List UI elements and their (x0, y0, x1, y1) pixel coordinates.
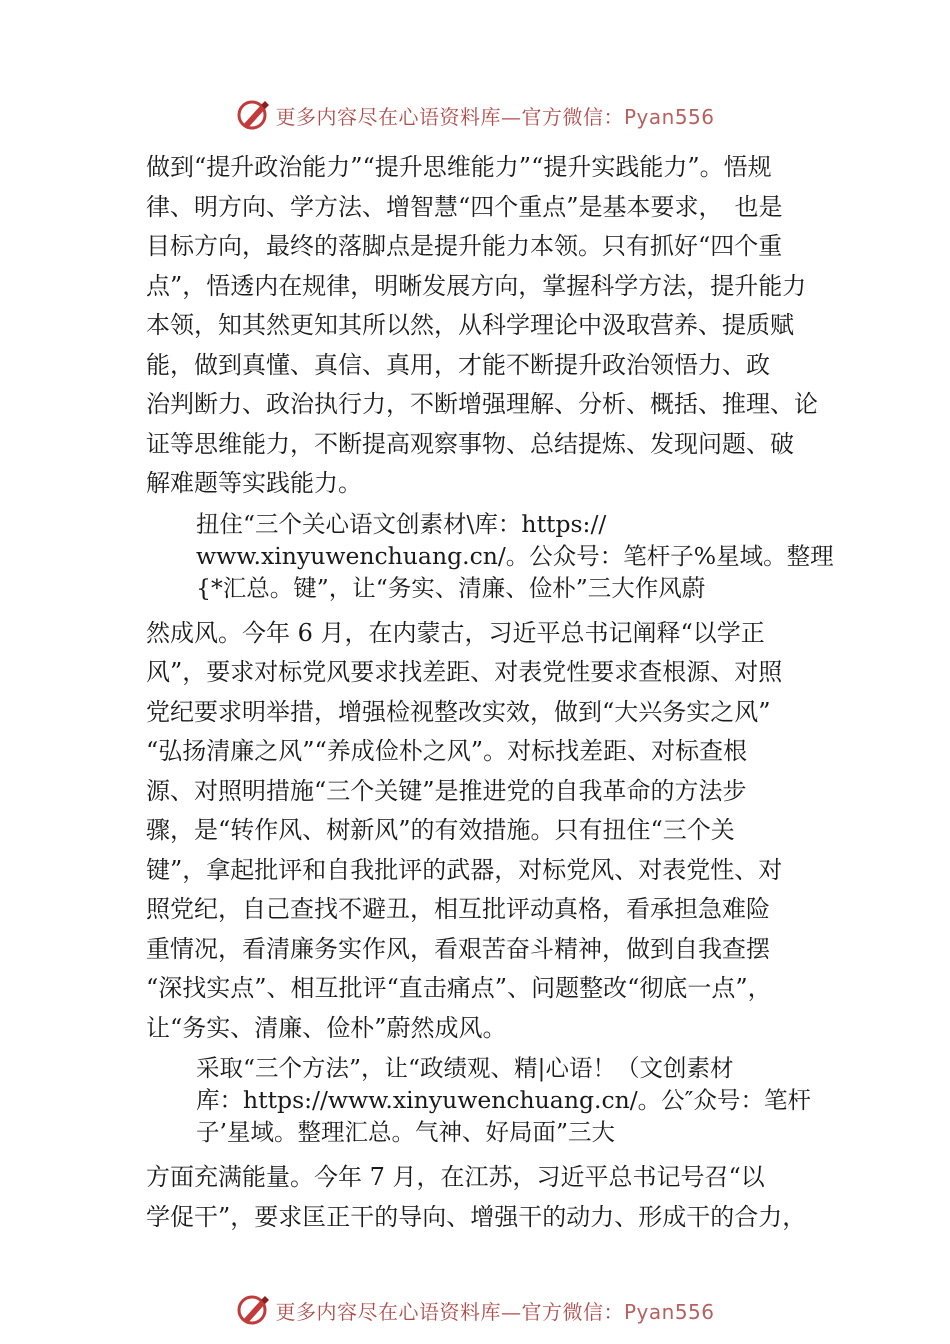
footer-banner-text: 更多内容尽在心语资料库—官方微信：Pyan556 (275, 1299, 715, 1324)
paragraph-3: 然成风。今年 6 月，在内蒙古，习近平总书记阐释“以学正 风”，要求对标党风要求找差距、对表党性要求查根源、对照 党纪要求明举措，增强检视整改实效，做到“大兴务实之风” “弘扬清廉之风”“养成俭朴之风”。对标找差距、对标查根 源、对照明措施“三个关键”是推进党的自我革命的方法步 骤，是“转作风、树新风”的有效措施。只有扭住“三个关 键”，拿起批评和自我批评的武器，对标党风、对表党性、对 照党纪，自己查找不避丑，相互批评动真格，看承担急难险 重情况，看清廉务实作风，看艰苦奋斗精神，做到自我查摆 “深找实点”、相互批评“直击痛点”、问题整改“彻底一点”， 让“务实、清廉、俭朴”蔚然成风。 (146, 618, 783, 1042)
paragraph-4: 采取“三个方法”，让“政绩观、精|心语！（文创素材 库：https://www.xinyuwenchuang.cn/。公″众号：笔杆 子’星域。整理汇总。气神、好局面”三大 (196, 1054, 811, 1146)
paragraph-2: 扭住“三个关心语文创素材\库：https:// www.xinyuwenchuang.cn/。公众号：笔杆子%星域。整理 {*汇总。键”，让“务实、清廉、俭朴”三大作风蔚 (196, 509, 834, 602)
document-body (146, 148, 834, 1237)
header-banner-text: 更多内容尽在心语资料库—官方微信：Pyan556 (275, 104, 715, 129)
page-header-banner (0, 95, 950, 135)
page-footer-banner (0, 1290, 950, 1330)
pen-logo-icon (235, 97, 271, 133)
pen-logo-icon (235, 1292, 271, 1328)
paragraph-1: 做到“提升政治能力”“提升思维能力”“提升实践能力”。悟规 律、明方向、学方法、增智慧“四个重点”是基本要求， 也是 目标方向，最终的落脚点是提升能力本领。只有抓好“四个重 点”，悟透内在规律，明晰发展方向，掌握科学方法，提升能力 本领，知其然更知其所以然，从科学理论中汲取营养、提质赋 能，做到真懂、真信、真用，才能不断提升政治领悟力、政 治判断力、政治执行力，不断增强理解、分析、概括、推理、论 证等思维能力，不断提高观察事物、总结提炼、发现问题、破 解难题等实践能力。 (146, 153, 818, 497)
paragraph-5: 方面充满能量。今年 7 月，在江苏，习近平总书记号召“以 学促干”，要求匡正干的导向、增强干的动力、形成干的合力， (146, 1163, 807, 1231)
